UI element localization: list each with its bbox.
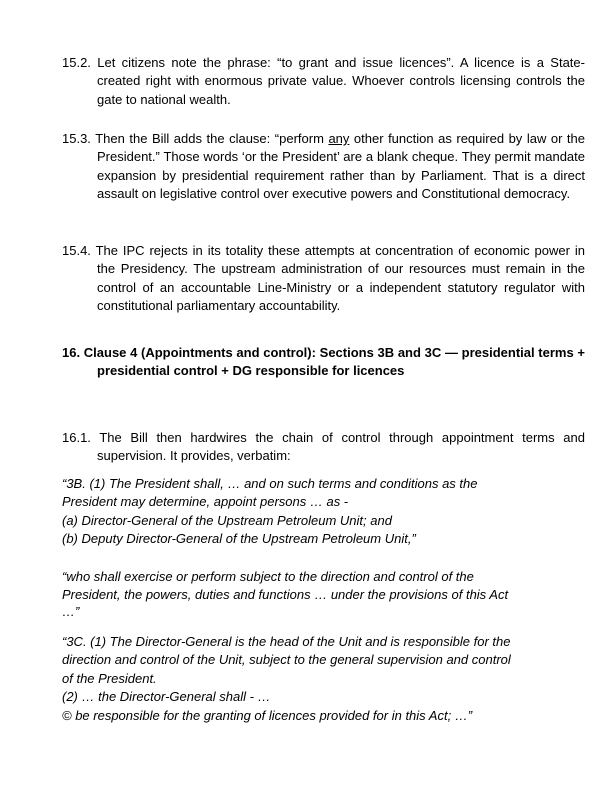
quote-line: “3B. (1) The President shall, … and on such terms and conditions as the (62, 476, 478, 491)
quote-line: © be responsible for the granting of licences provided for in this Act; …” (62, 707, 473, 723)
heading-number: 16. (62, 345, 81, 360)
quote-line: President may determine, appoint persons … as - (62, 494, 349, 510)
quote-direction-control (62, 568, 552, 619)
quote-line: (a) Director-General of the Upstream Petroleum Unit; and (62, 512, 392, 528)
paragraph-text: Let citizens note the phrase: “to grant and issue licences”. A licence is a State-created right with enormous private value. Whoever controls licensing controls the gate to national wealth. (97, 55, 585, 107)
quote-line: of the President. (62, 670, 157, 686)
heading-text: Clause 4 (Appointments and control): Sections 3B and 3C — presidential terms + presidential control + DG responsible for licences (83, 345, 585, 379)
quote-line: “who shall exercise or perform subject to the direction and control of the (62, 569, 474, 584)
paragraph-16-1 (62, 429, 585, 466)
paragraph-15-2 (62, 54, 585, 109)
paragraph-number: 15.3. (62, 131, 91, 146)
paragraph-number: 15.2. (62, 55, 91, 70)
quote-line: …” (62, 603, 80, 619)
quote-line: direction and control of the Unit, subject to the general supervision and control (62, 652, 511, 668)
quote-line: “3C. (1) The Director-General is the head of the Unit and is responsible for the (62, 634, 511, 649)
quote-line: (b) Deputy Director-General of the Upstream Petroleum Unit,” (62, 531, 416, 547)
paragraph-15-3 (62, 130, 585, 204)
section-heading-16 (62, 344, 585, 381)
underlined-word: any (328, 131, 350, 146)
quote-line: (2) … the Director-General shall - … (62, 689, 271, 705)
quote-section-3b (62, 475, 552, 549)
quote-section-3c (62, 633, 552, 725)
paragraph-text-start: Then the Bill adds the clause: “perform (95, 131, 329, 146)
paragraph-15-4 (62, 242, 585, 316)
paragraph-text: The Bill then hardwires the chain of control through appointment terms and supervision. It provides, verbatim: (97, 430, 585, 464)
paragraph-number: 15.4. (62, 243, 91, 258)
quote-line: President, the powers, duties and functions … under the provisions of this Act (62, 587, 509, 603)
paragraph-text-end: other function as required by law or the President.” Those words ‘or the President’ are a blank cheque. They permit mandate expansion by presidential requirement rather than by Parliament. That is a direct assault on legislative control over executive powers and Constitutional democracy. (97, 131, 585, 202)
paragraph-number: 16.1. (62, 430, 91, 445)
paragraph-text: The IPC rejects in its totality these attempts at concentration of economic power in the Presidency. The upstream administration of our resources must remain in the control of an accountable Line-Ministry or a independent statutory regulator with constitutional parliamentary accountability. (95, 243, 585, 314)
